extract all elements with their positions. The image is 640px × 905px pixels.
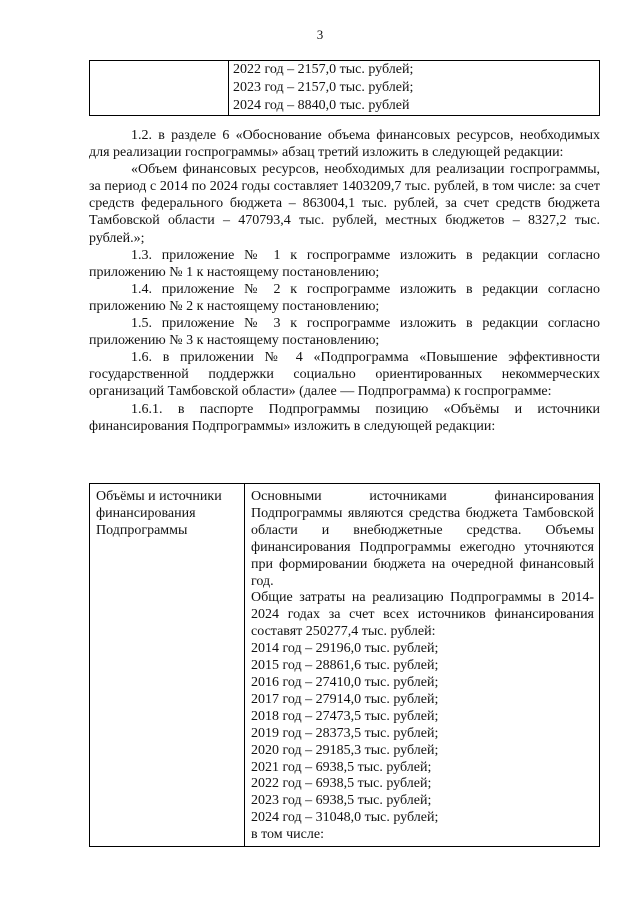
paragraph-1-3: 1.3. приложение № 1 к госпрограмме изложить в редакции согласно приложению № 1 к настоящему постановлению; (89, 247, 600, 280)
subprogram-passport-table (89, 483, 600, 847)
page-number: 3 (316, 27, 324, 42)
year-line: 2022 год – 6938,5 тыс. рублей; (251, 776, 432, 792)
year-line: 2020 год – 29185,3 тыс. рублей; (251, 742, 439, 758)
paragraph-1-5: 1.5. приложение № 3 к госпрограмме изложить в редакции согласно приложению № 3 к настоящему постановлению; (89, 316, 600, 349)
table-row (90, 61, 600, 116)
year-line: 2017 год – 27914,0 тыс. рублей; (251, 691, 439, 707)
paragraph-quote: «Объем финансовых ресурсов, необходимых для реализации госпрограммы, за период с 2014 по 2024 годы составляет 1403209,7 тыс. рублей, в том числе: за счет средств федерального бюджета – 863004,1 тыс. рублей, за счет средств бюджета Тамбовской области – 470793,4 тыс. рублей, местных бюджетов – 8327,2 тыс. рублей.»; (89, 162, 600, 246)
year-line: 2016 год – 27410,0 тыс. рублей; (251, 674, 439, 690)
paragraph-1-2: 1.2. в разделе 6 «Обоснование объема финансовых ресурсов, необходимых для реализации госпрограммы» абзац третий изложить в следующей редакции: (89, 128, 600, 161)
total-costs-text: Общие затраты на реализацию Подпрограммы в 2014-2024 годах за счет всех источников финансирования составят 250277,4 тыс. рублей: (251, 590, 594, 640)
paragraph-1-6-1: 1.6.1. в паспорте Подпрограммы позицию «Объёмы и источники финансирования Подпрограммы» изложить в следующей редакции: (89, 401, 600, 434)
year-line: 2023 год – 6938,5 тыс. рублей; (251, 793, 432, 809)
year-line: 2015 год – 28861,6 тыс. рублей; (251, 658, 439, 674)
table-cell-empty (90, 61, 229, 116)
continued-financing-table (89, 60, 600, 116)
document-body (89, 127, 600, 435)
passport-position-content (245, 484, 600, 847)
year-line: 2024 год – 8840,0 тыс. рублей (233, 98, 410, 113)
year-line: 2024 год – 31048,0 тыс. рублей; (251, 810, 439, 826)
table-row (90, 484, 600, 847)
passport-position-label: Объёмы и источники финансирования Подпрограммы (90, 484, 245, 847)
table-cell-years (229, 61, 600, 116)
paragraph-1-4: 1.4. приложение № 2 к госпрограмме изложить в редакции согласно приложению № 2 к настоящему постановлению; (89, 281, 600, 314)
year-line: 2018 год – 27473,5 тыс. рублей; (251, 708, 439, 724)
year-line: 2023 год – 2157,0 тыс. рублей; (233, 80, 414, 95)
financing-sources-text: Основными источниками финансирования Подпрограммы являются средства бюджета Тамбовской области и внебюджетные средства. Объемы финансирования Подпрограммы ежегодно уточняются при формировании бюджета на очередной финансовый год. (251, 489, 594, 589)
including-text: в том числе: (251, 827, 324, 843)
year-line: 2019 год – 28373,5 тыс. рублей; (251, 725, 439, 741)
year-line: 2022 год – 2157,0 тыс. рублей; (233, 62, 414, 77)
year-line: 2014 год – 29196,0 тыс. рублей; (251, 641, 439, 657)
paragraph-1-6: 1.6. в приложении № 4 «Подпрограмма «Повышение эффективности государственной поддержки социально ориентированных некоммерческих организаций Тамбовской области» (далее — Подпрограмма) к госпрограмме: (89, 350, 600, 400)
year-line: 2021 год – 6938,5 тыс. рублей; (251, 759, 432, 775)
